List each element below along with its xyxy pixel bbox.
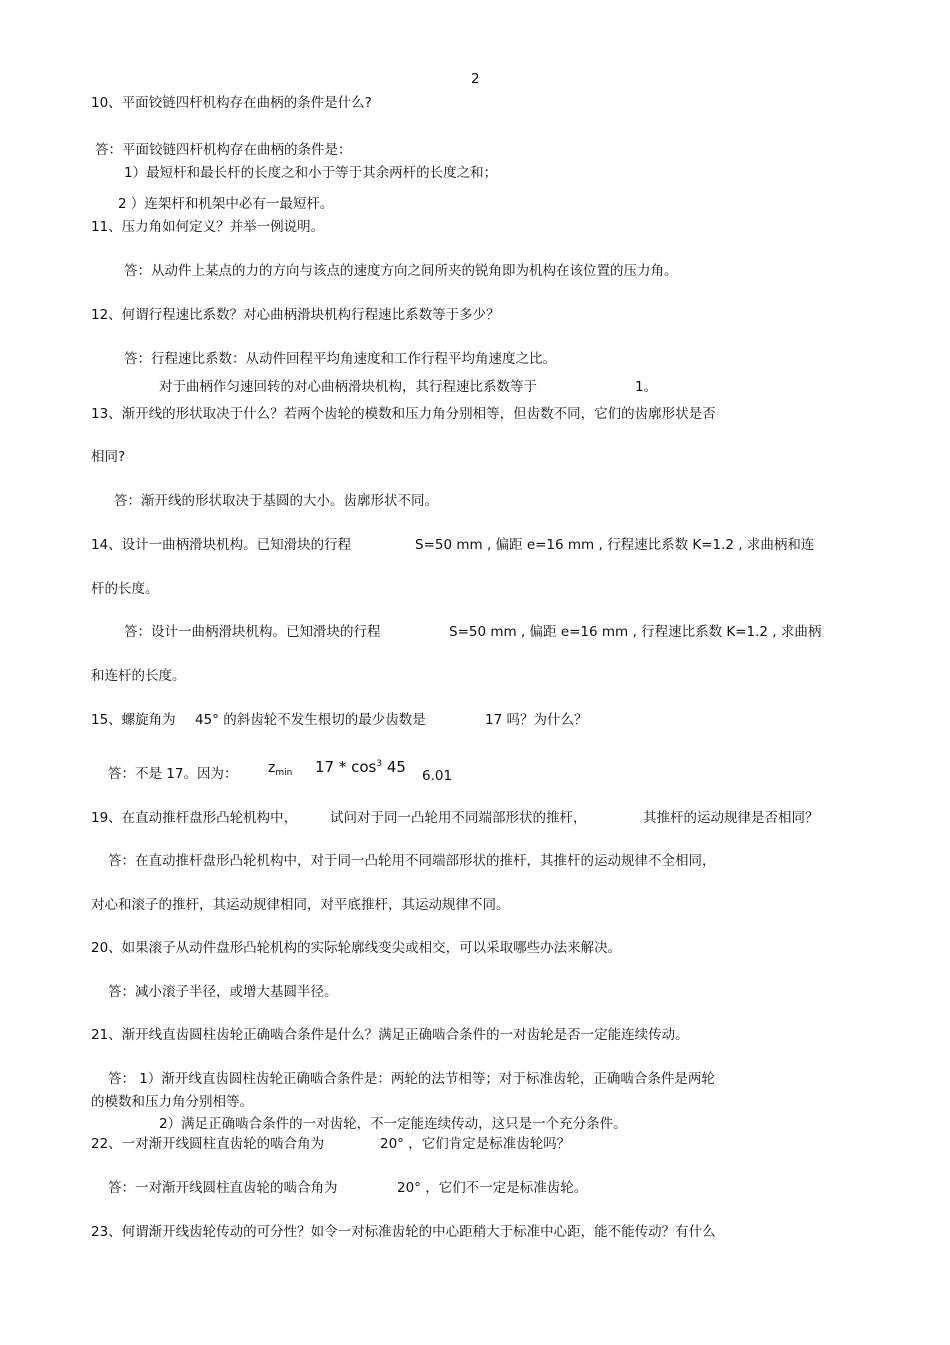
answer-21: 答： 1）渐开线直齿圆柱齿轮正确啮合条件是：两轮的法节相等；对于标准齿轮，正确啮合条件是两轮 bbox=[108, 1071, 715, 1087]
answer-12: 答：行程速比系数：从动件回程平均角速度和工作行程平均角速度之比。 bbox=[124, 351, 556, 367]
answer-21-cont: 的模数和压力角分别相等。 bbox=[91, 1094, 253, 1110]
question-14: 14、设计一曲柄滑块机构。已知滑块的行程 bbox=[91, 537, 352, 553]
question-21: 21、渐开线直齿圆柱齿轮正确啮合条件是什么？满足正确啮合条件的一对齿轮是否一定能连续传动。 bbox=[91, 1027, 689, 1043]
question-15: 15、螺旋角为 bbox=[91, 712, 176, 728]
formula-result: 6.01 bbox=[422, 768, 453, 784]
question-15-angle: 45° 的斜齿轮不发生根切的最少齿数是 bbox=[195, 712, 426, 728]
question-13: 13、渐开线的形状取决于什么？若两个齿轮的模数和压力角分别相等，但齿数不同，它们的齿廓形状是否 bbox=[91, 406, 716, 422]
answer-19-cont: 对心和滚子的推杆，其运动规律相同，对平底推杆，其运动规律不同。 bbox=[91, 897, 510, 913]
question-22-end: 20° ，它们肯定是标准齿轮吗？ bbox=[380, 1136, 571, 1152]
answer-19: 答：在直动推杆盘形凸轮机构中，对于同一凸轮用不同端部形状的推杆，其推杆的运动规律不全相同， bbox=[108, 853, 716, 869]
question-14-params: S=50 mm , 偏距 e=16 mm , 行程速比系数 K=1.2 , 求曲柄和连 bbox=[415, 537, 815, 553]
formula-exponent: 3 bbox=[376, 759, 383, 769]
answer-12-line-2: 对于曲柄作匀速回转的对心曲柄滑块机构，其行程速比系数等于 bbox=[159, 379, 537, 395]
formula-angle: 45 bbox=[382, 758, 406, 776]
answer-15: 答：不是 17。因为： bbox=[108, 766, 238, 782]
answer-21-item-2: 2）满足正确啮合条件的一对齿轮，不一定能连续传动，这只是一个充分条件。 bbox=[159, 1116, 627, 1132]
answer-20: 答：减小滚子半径，或增大基圆半径。 bbox=[108, 984, 338, 1000]
question-14-cont: 杆的长度。 bbox=[91, 581, 159, 597]
answer-10: 答：平面铰链四杆机构存在曲柄的条件是： bbox=[95, 142, 352, 158]
formula-expression bbox=[315, 758, 406, 779]
formula-z-min bbox=[268, 759, 292, 779]
answer-14-params: S=50 mm , 偏距 e=16 mm , 行程速比系数 K=1.2 , 求曲柄 bbox=[449, 624, 822, 640]
formula-cos: 17 * cos bbox=[315, 758, 377, 776]
page-number: 2 bbox=[471, 71, 480, 87]
answer-14-cont: 和连杆的长度。 bbox=[91, 668, 186, 684]
answer-10-item-1: 1）最短杆和最长杆的长度之和小于等于其余两杆的长度之和； bbox=[124, 165, 498, 181]
answer-22: 答：一对渐开线圆柱直齿轮的啮合角为 bbox=[108, 1180, 338, 1196]
question-23: 23、何谓渐开线齿轮传动的可分性？如令一对标准齿轮的中心距稍大于标准中心距，能不能传动？有什么 bbox=[91, 1224, 716, 1240]
question-19-mid: 试问对于同一凸轮用不同端部形状的推杆， bbox=[330, 810, 587, 826]
question-11: 11、压力角如何定义？并举一例说明。 bbox=[91, 219, 325, 235]
question-15-end: 17 吗？为什么？ bbox=[485, 712, 588, 728]
answer-12-value: 1。 bbox=[635, 379, 658, 395]
answer-14: 答：设计一曲柄滑块机构。已知滑块的行程 bbox=[124, 624, 381, 640]
question-19-end: 其推杆的运动规律是否相同？ bbox=[643, 810, 819, 826]
answer-10-item-2: 2 ）连架杆和机架中必有一最短杆。 bbox=[118, 196, 334, 212]
question-13-cont: 相同? bbox=[91, 449, 126, 465]
answer-11: 答：从动件上某点的力的方向与该点的速度方向之间所夹的锐角即为机构在该位置的压力角。 bbox=[124, 263, 678, 279]
answer-13: 答：渐开线的形状取决于基圆的大小。齿廓形状不同。 bbox=[114, 493, 438, 509]
question-10: 10、平面铰链四杆机构存在曲柄的条件是什么? bbox=[91, 95, 372, 111]
formula-z-subscript: min bbox=[275, 768, 293, 778]
question-22: 22、一对渐开线圆柱直齿轮的啮合角为 bbox=[91, 1136, 325, 1152]
answer-22-end: 20° ，它们不一定是标准齿轮。 bbox=[397, 1180, 588, 1196]
question-12: 12、何谓行程速比系数？对心曲柄滑块机构行程速比系数等于多少？ bbox=[91, 307, 500, 323]
question-19: 19、在直动推杆盘形凸轮机构中， bbox=[91, 810, 298, 826]
question-20: 20、如果滚子从动件盘形凸轮机构的实际轮廓线变尖或相交，可以采取哪些办法来解决。 bbox=[91, 940, 622, 956]
formula-z: z bbox=[268, 760, 276, 776]
